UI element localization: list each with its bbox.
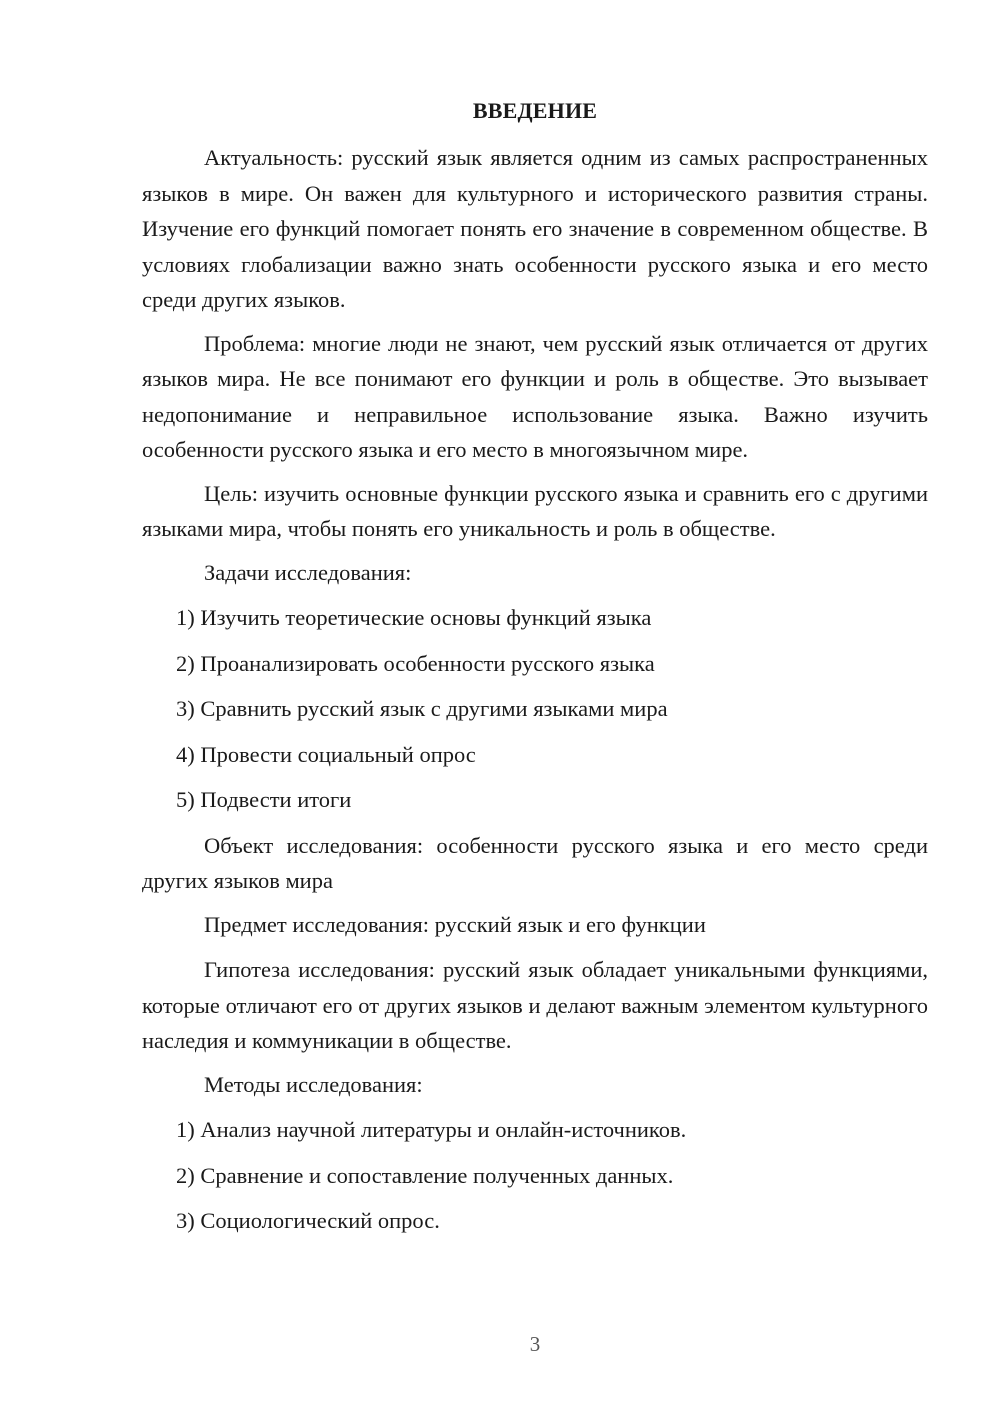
page-title: ВВЕДЕНИЕ xyxy=(472,98,598,123)
methods-label: Методы исследования: xyxy=(204,1071,423,1097)
subject-paragraph: Предмет исследования: русский язык и его функции xyxy=(204,911,706,937)
list-item: 1) Анализ научной литературы и онлайн-источников. xyxy=(176,1117,687,1142)
tasks-label: Задачи исследования: xyxy=(204,559,412,585)
object-paragraph: Объект исследования: особенности русского языка и его место среди других языков мира xyxy=(142,832,928,893)
list-item: 2) Сравнение и сопоставление полученных данных. xyxy=(176,1162,674,1188)
page-number: 3 xyxy=(529,1332,541,1356)
list-item: 3) Сравнить русский язык с другими языками мира xyxy=(176,696,668,721)
hypothesis-paragraph: Гипотеза исследования: русский язык обладает уникальными функциями, которые отличают его от других языков и делают важным элементом культурного наследия и коммуникации в обществе. xyxy=(142,957,928,1053)
goal-paragraph: Цель: изучить основные функции русского языка и сравнить его с другими языками мира, чтобы понять его уникальность и роль в обществе. xyxy=(142,480,928,541)
list-item: 5) Подвести итоги xyxy=(176,787,352,812)
relevance-paragraph: Актуальность: русский язык является одним из самых распространенных языков в мире. Он важен для культурного и исторического развития страны. Изучение его функций помогает понять его значение в современном обществе. В условиях глобализации важно знать особенности русского языка и его место среди других языков. xyxy=(142,145,928,312)
list-item: 4) Провести социальный опрос xyxy=(176,741,476,767)
list-item: 2) Проанализировать особенности русского языка xyxy=(176,650,655,676)
document-page xyxy=(142,96,928,1249)
list-item: 1) Изучить теоретические основы функций языка xyxy=(176,605,652,630)
list-item: 3) Социологический опрос. xyxy=(176,1208,440,1233)
tasks-list xyxy=(142,600,928,818)
methods-list xyxy=(142,1112,928,1239)
problem-paragraph: Проблема: многие люди не знают, чем русский язык отличается от других языков мира. Не все понимают его функции и роль в обществе. Это вызывает недопонимание и неправильное использование языка. Важно изучить особенности русского языка и его место в многоязычном мире. xyxy=(142,330,928,462)
